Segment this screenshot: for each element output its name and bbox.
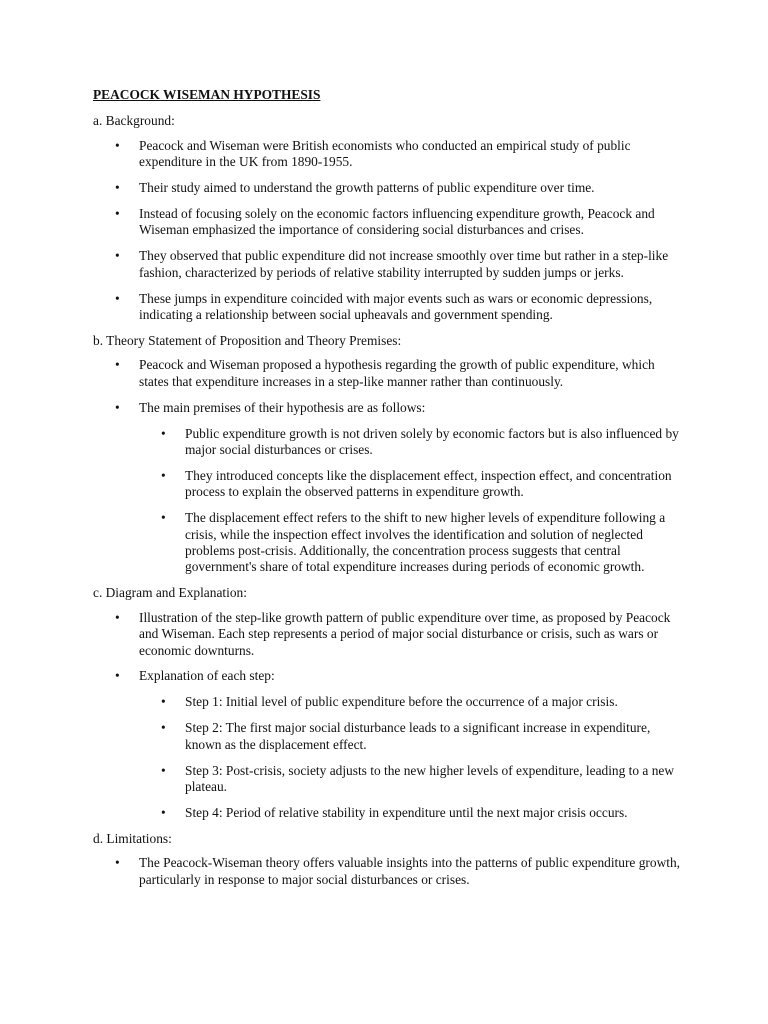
document-title: PEACOCK WISEMAN HYPOTHESIS bbox=[93, 87, 321, 102]
list-item: • Instead of focusing solely on the economic factors influencing expenditure growth, Peacock and Wiseman emphasized the importance of considering social disturbances and crises. bbox=[93, 206, 683, 239]
theory-list bbox=[93, 357, 683, 575]
diagram-list bbox=[93, 610, 683, 822]
list-item: • Peacock and Wiseman were British economists who conducted an empirical study of public expenditure in the UK from 1890-1955. bbox=[93, 138, 683, 171]
premises-sublist bbox=[139, 426, 683, 576]
sublist-item: • Public expenditure growth is not driven solely by economic factors but is also influenced by major social disturbances or crises. bbox=[139, 426, 683, 459]
sublist-item: • Step 1: Initial level of public expenditure before the occurrence of a major crisis. bbox=[139, 694, 683, 710]
list-item: • Explanation of each step: • Step 1: Initial level of public expenditure before the occurrence of a major crisis. • Step 2: The first major social disturbance leads to a significant increase in expenditure, known as the displacement effect. • Step 3: Post-crisis, society adjusts to the new higher levels of expenditure, leading to a new plateau. • Step 4: Period of relative stability in expenditure until the next major crisis occurs. bbox=[93, 668, 683, 821]
section-heading-background: a. Background: bbox=[93, 113, 175, 129]
steps-sublist bbox=[139, 694, 683, 821]
sublist-item: • Step 2: The first major social disturbance leads to a significant increase in expenditure, known as the displacement effect. bbox=[139, 720, 683, 753]
list-item: • Illustration of the step-like growth pattern of public expenditure over time, as proposed by Peacock and Wiseman. Each step represents a period of major social disturbance or crisis, such as wars or economic downturns. bbox=[93, 610, 683, 659]
sublist-item: • Step 3: Post-crisis, society adjusts to the new higher levels of expenditure, leading to a new plateau. bbox=[139, 763, 683, 796]
list-item: • Their study aimed to understand the growth patterns of public expenditure over time. bbox=[93, 180, 683, 196]
limitations-list bbox=[93, 855, 683, 888]
sublist-item: • The displacement effect refers to the shift to new higher levels of expenditure following a crisis, while the inspection effect involves the identification and solution of neglected problems post-crisis. Additionally, the concentration process suggests that central government's share of total expenditure increases during periods of economic growth. bbox=[139, 510, 683, 576]
list-item: • The main premises of their hypothesis are as follows: • Public expenditure growth is not driven solely by economic factors but is also influenced by major social disturbances or crises. • They introduced concepts like the displacement effect, inspection effect, and concentration process to explain the observed patterns in expenditure growth. • The displacement effect refers to the shift to new higher levels of expenditure following a crisis, while the inspection effect involves the identification and solution of neglected problems post-crisis. Additionally, the concentration process suggests that central government's share of total expenditure increases during periods of economic growth. bbox=[93, 400, 683, 576]
list-item: • They observed that public expenditure did not increase smoothly over time but rather in a step-like fashion, characterized by periods of relative stability interrupted by sudden jumps or jerks. bbox=[93, 248, 683, 281]
list-item: • Peacock and Wiseman proposed a hypothesis regarding the growth of public expenditure, which states that expenditure increases in a step-like manner rather than continuously. bbox=[93, 357, 683, 390]
list-item: • These jumps in expenditure coincided with major events such as wars or economic depressions, indicating a relationship between social upheavals and government spending. bbox=[93, 291, 683, 324]
background-list bbox=[93, 138, 683, 324]
section-heading-limitations: d. Limitations: bbox=[93, 830, 172, 846]
sublist-item: • Step 4: Period of relative stability in expenditure until the next major crisis occurs. bbox=[139, 805, 683, 821]
section-heading-diagram: c. Diagram and Explanation: bbox=[93, 585, 247, 601]
list-item: • The Peacock-Wiseman theory offers valuable insights into the patterns of public expenditure growth, particularly in response to major social disturbances or crises. bbox=[93, 855, 683, 888]
section-heading-theory: b. Theory Statement of Proposition and Theory Premises: bbox=[93, 332, 402, 348]
document-page bbox=[93, 87, 683, 898]
sublist-item: • They introduced concepts like the displacement effect, inspection effect, and concentration process to explain the observed patterns in expenditure growth. bbox=[139, 468, 683, 501]
